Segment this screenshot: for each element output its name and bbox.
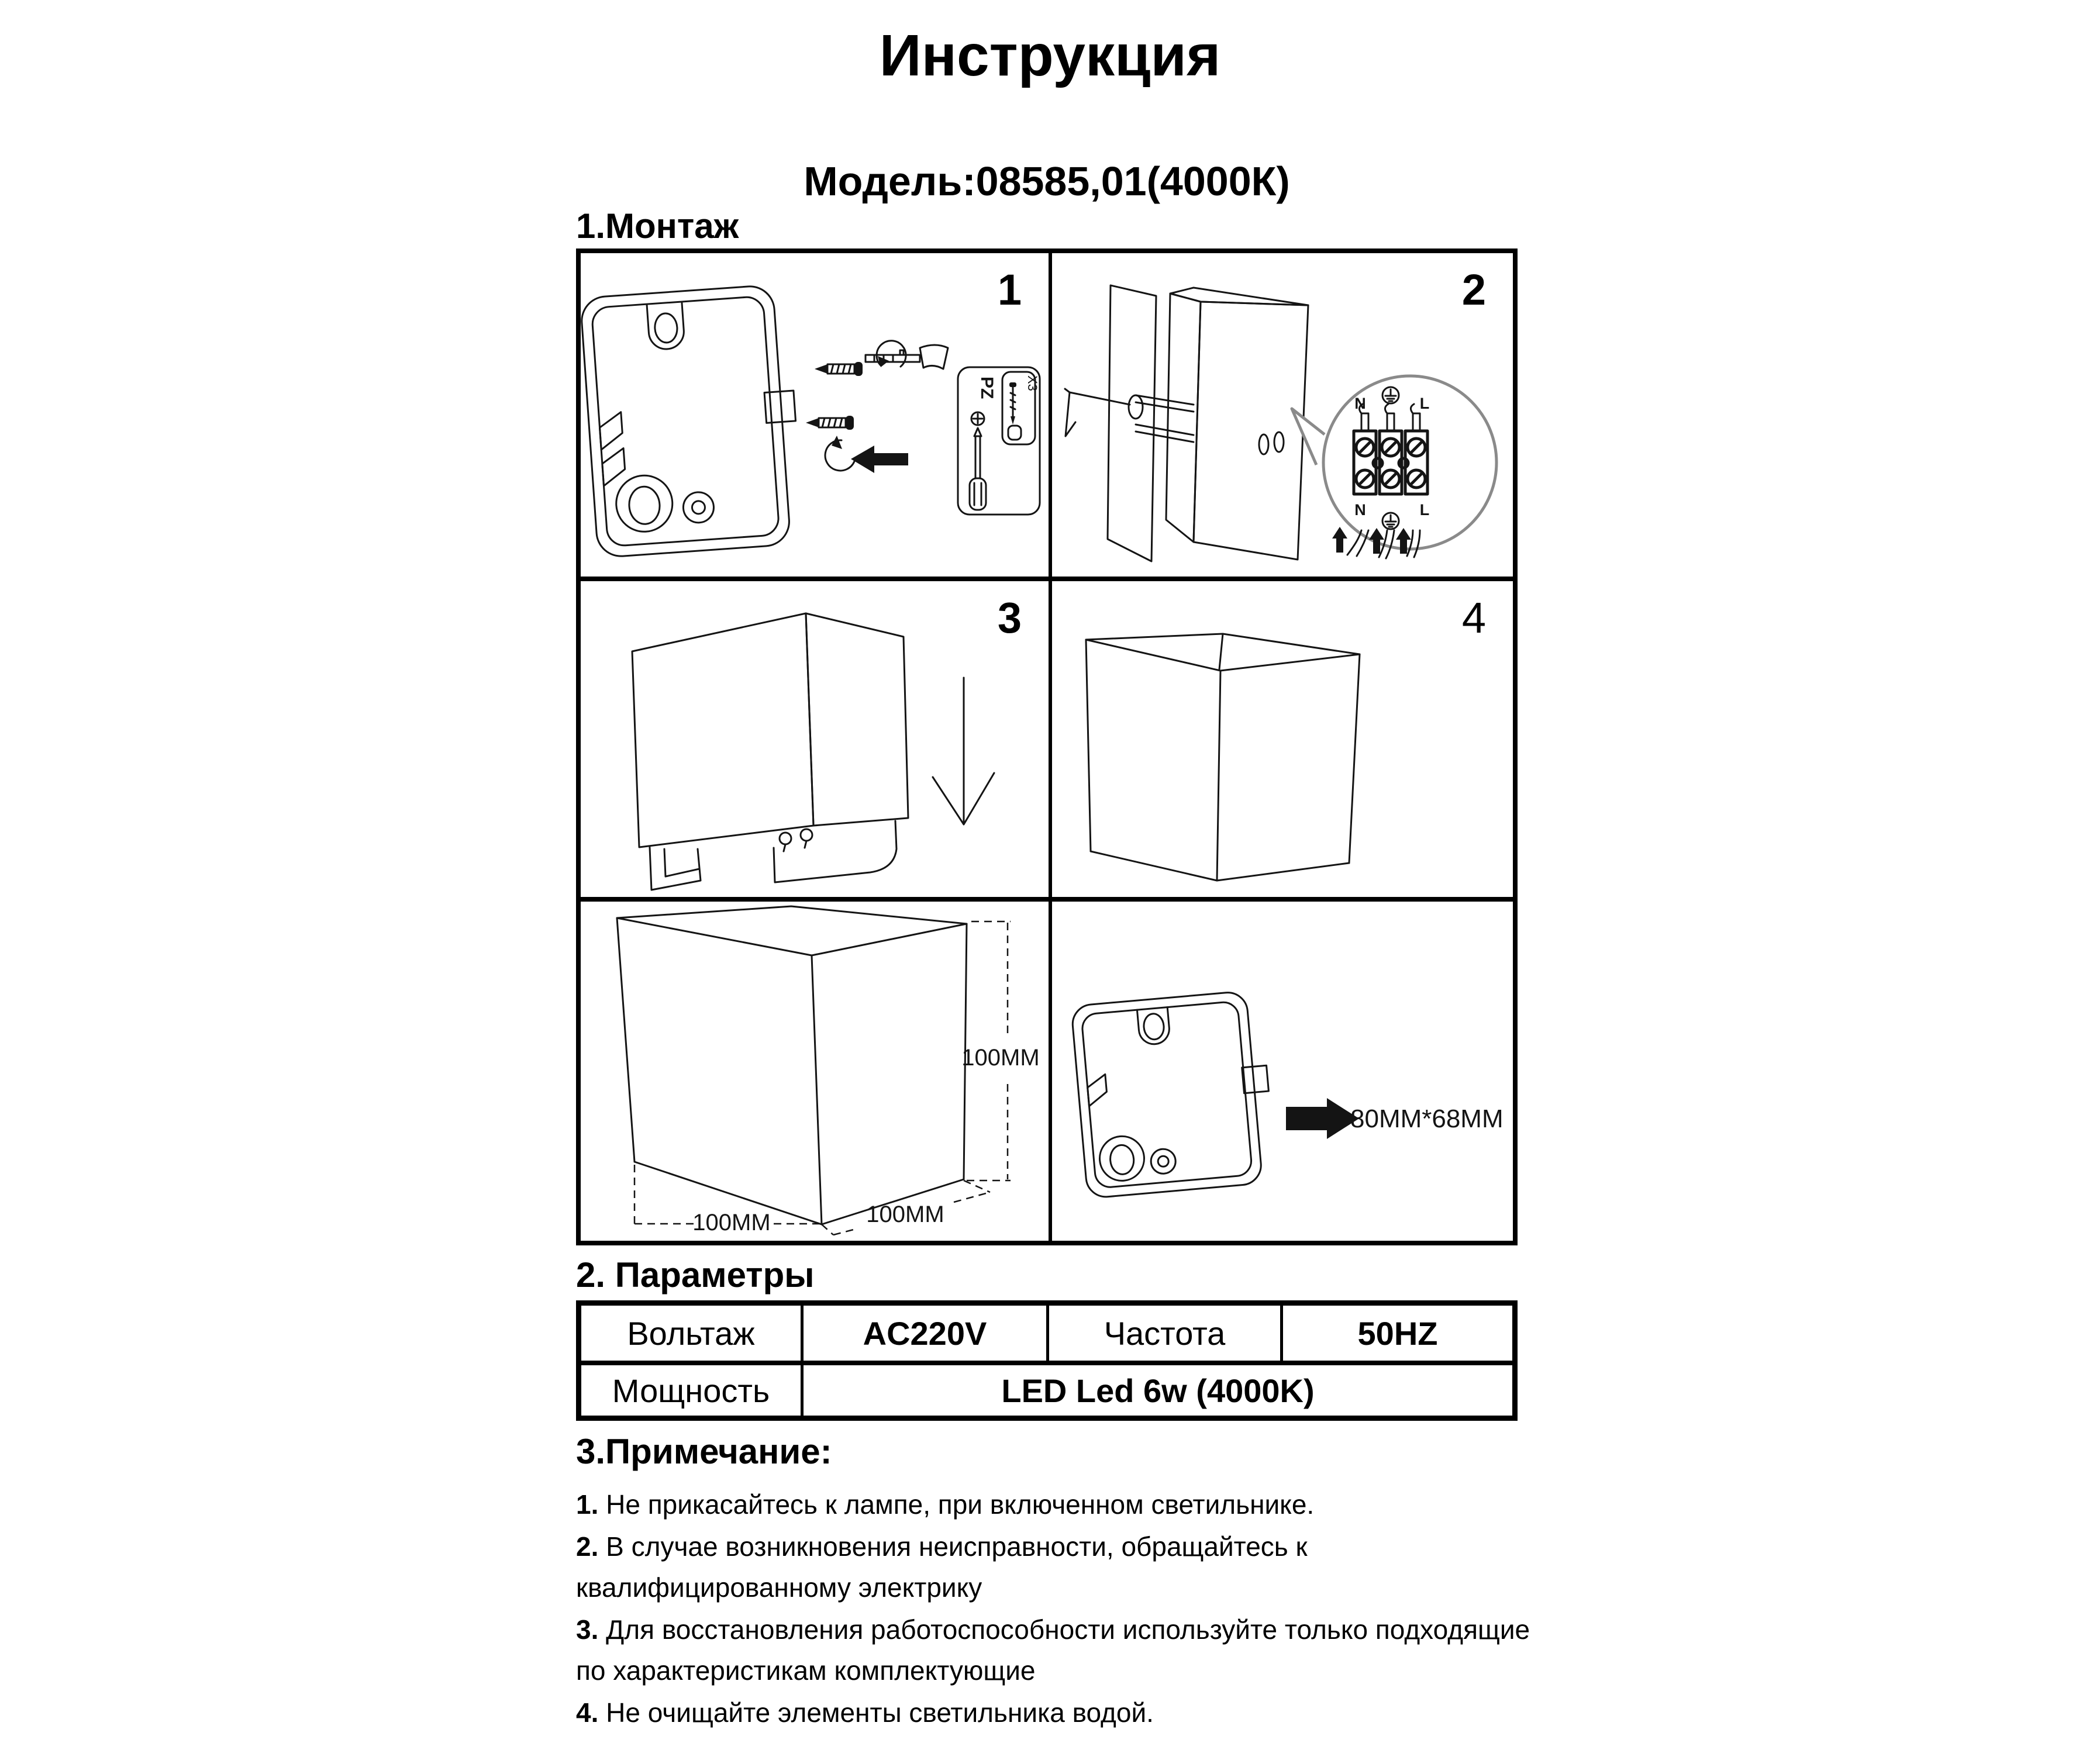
- assembled-lamp-drawing: [1086, 634, 1360, 881]
- screw-icon: [806, 416, 854, 430]
- note-item: [576, 1526, 1550, 1608]
- rotate-arrow-icon: [877, 341, 906, 367]
- screw-icon: [815, 362, 863, 376]
- note-item: [576, 1484, 1550, 1525]
- wiring-detail-callout: [1292, 376, 1496, 558]
- step-3-illustration: [581, 581, 1049, 897]
- step-1-illustration: [581, 253, 1049, 577]
- earth-symbol-icon: [1382, 513, 1399, 529]
- note-number: 3.: [576, 1614, 599, 1645]
- frequency-value-cell: 50HZ: [1280, 1306, 1512, 1361]
- suspension-hook-icon: [1065, 389, 1130, 436]
- dimensions-illustration: [581, 902, 1049, 1241]
- step-number: 2: [1461, 265, 1486, 314]
- note-number: 2.: [576, 1531, 599, 1562]
- step-number: 3: [997, 593, 1022, 642]
- screwdriver-type-label: PZ: [977, 377, 996, 399]
- power-value-cell: LED Led 6w (4000K): [801, 1361, 1512, 1416]
- page-title: Инструкция: [879, 23, 1221, 88]
- screwdriver-kit-drawing: [958, 367, 1040, 515]
- step-1-cell: [581, 253, 1049, 577]
- dimension-lines: [635, 921, 1011, 1235]
- dimensions-cell: [581, 897, 1049, 1241]
- neutral-label-bottom: N: [1354, 501, 1366, 519]
- voltage-value-cell: AC220V: [801, 1306, 1046, 1361]
- depth-dimension-label: 100MM: [866, 1202, 944, 1227]
- parameters-table: [576, 1300, 1518, 1421]
- plate-size-cell: [1049, 897, 1513, 1241]
- width-dimension-label: 100MM: [692, 1210, 771, 1235]
- model-label: Модель:08585,01(4000К): [804, 158, 1290, 204]
- note-number: 4.: [576, 1697, 599, 1728]
- installation-steps-grid: [576, 248, 1518, 1245]
- step-4-illustration: [1052, 581, 1513, 897]
- voltage-label-cell: Вольтаж: [581, 1306, 801, 1361]
- live-label-bottom: L: [1419, 501, 1430, 519]
- step-2-cell: [1049, 253, 1513, 577]
- notes-list: [576, 1484, 1550, 1734]
- section-heading-montage: 1.Монтаж: [576, 206, 739, 246]
- note-item: [576, 1692, 1550, 1733]
- step-2-illustration: [1052, 253, 1513, 577]
- frequency-label-cell: Частота: [1046, 1306, 1280, 1361]
- note-text: Не прикасайтесь к лампе, при включенном светильнике.: [598, 1489, 1315, 1520]
- live-label-top: L: [1419, 395, 1430, 412]
- down-arrow-icon: [933, 678, 994, 824]
- note-item: [576, 1609, 1550, 1691]
- height-dimension-label: 100MM: [961, 1045, 1040, 1071]
- lamp-cube-drawing: [617, 906, 967, 1224]
- note-text: Не очищайте элементы светильника водой.: [598, 1697, 1154, 1728]
- step-number: 1: [997, 265, 1022, 314]
- step-number: 4: [1461, 593, 1486, 642]
- step-3-cell: [581, 577, 1049, 897]
- wall-plate-drawing: [1108, 285, 1156, 561]
- screw-count-label: X3: [1025, 375, 1040, 391]
- note-text: В случае возникновения неисправности, обращайтесь к квалифицированному электрику: [576, 1531, 1308, 1603]
- plate-size-illustration: [1052, 902, 1513, 1241]
- section-heading-params: 2. Параметры: [576, 1255, 815, 1295]
- table-row: [581, 1361, 1512, 1416]
- table-row: [581, 1306, 1512, 1361]
- mounting-plate-drawing: [581, 284, 804, 558]
- note-text: Для восстановления работоспособности используйте только подходящие по характеристикам комплектующие: [576, 1614, 1530, 1686]
- power-label-cell: Мощность: [581, 1361, 801, 1416]
- mounting-plate-drawing: [1071, 990, 1277, 1199]
- lamp-body-drawing: [1136, 288, 1308, 560]
- left-arrow-icon: [851, 446, 908, 473]
- section-heading-notes: 3.Примечание:: [576, 1432, 832, 1471]
- neutral-label-top: N: [1354, 395, 1366, 412]
- note-number: 1.: [576, 1489, 599, 1520]
- earth-symbol-icon: [1382, 387, 1399, 403]
- right-arrow-icon: [1286, 1098, 1359, 1139]
- step-4-cell: [1049, 577, 1513, 897]
- lamp-cover-drawing: [632, 613, 908, 890]
- plate-size-label: 80MM*68MM: [1350, 1104, 1504, 1133]
- rotate-arrow-icon: [825, 436, 854, 471]
